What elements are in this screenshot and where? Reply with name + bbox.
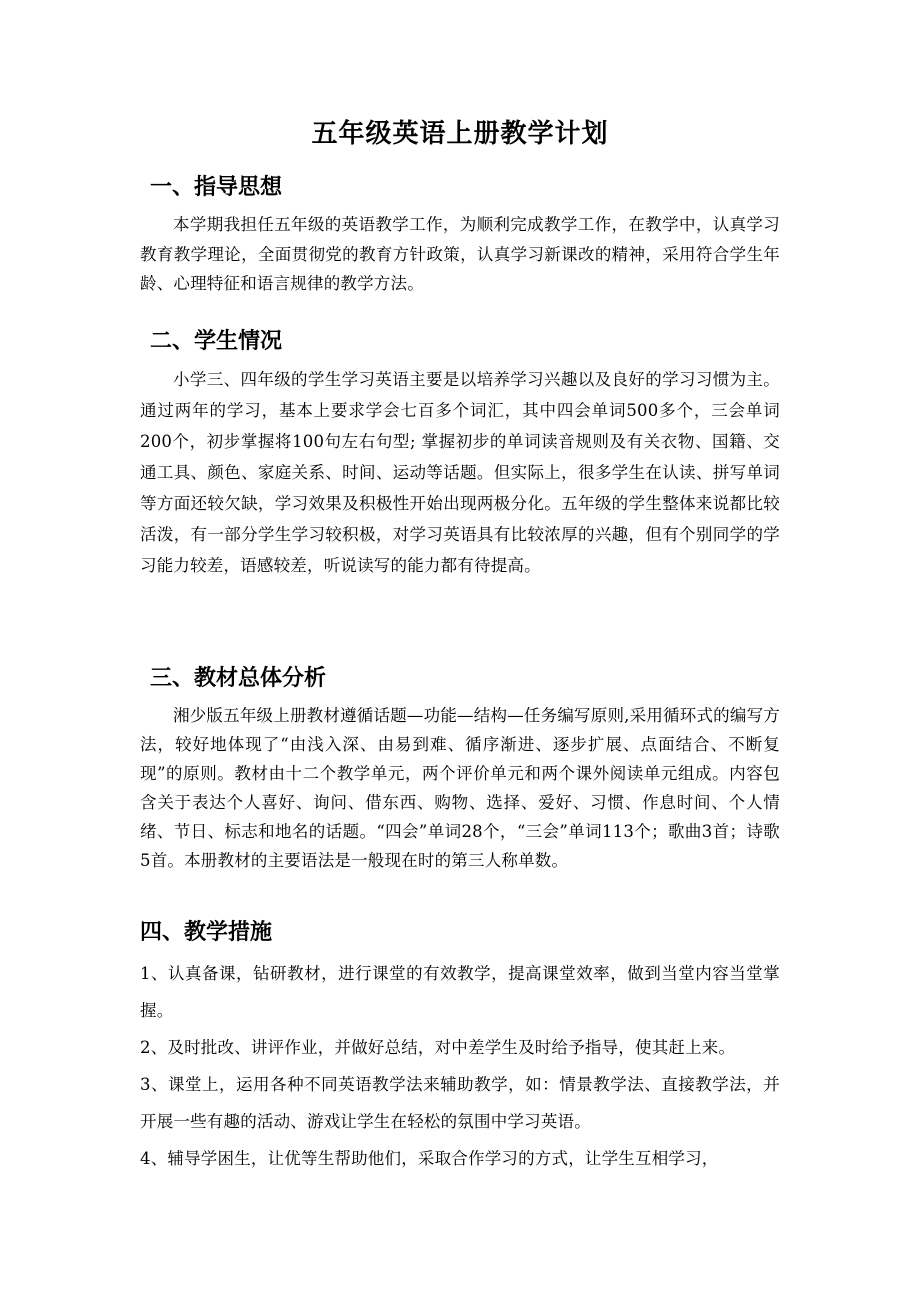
section-paragraph: 湘少版五年级上册教材遵循话题—功能—结构—任务编写原则,采用循环式的编写方法，较好地体现了“由浅入深、由易到难、循序渐进、逐步扩展、点面结合、不断复现”的原则。教材由十二个教学单元，两个评价单元和两个课外阅读单元组成。内容包含关于表达个人喜好、询问、借东西、购物、选择、爱好、习惯、作息时间、个人情绪、节日、标志和地名的话题。“四会”单词28个，“三会”单词113个；歌曲3首；诗歌5首。本册教材的主要语法是一般现在时的第三人称单数。 xyxy=(140,706,780,870)
section-paragraph: 小学三、四年级的学生学习英语主要是以培养学习兴趣以及良好的学习习惯为主。通过两年的学习，基本上要求学会七百多个词汇，其中四会单词500多个，三会单词200个，初步掌握将100句左右句型; 掌握初步的单词读音规则及有关衣物、国籍、交通工具、颜色、家庭关系、时间、运动等话题。但实际上，很多学生在认读、拼写单词等方面还较欠缺，学习效果及积极性开始出现两极分化。五年级的学生整体来说都比较活泼，有一部分学生学习较积极，对学习英语具有比较浓厚的兴趣，但有个别同学的学习能力较差，语感较差，听说读写的能力都有待提高。 xyxy=(140,370,780,575)
list-item: 1、认真备课，钻研教材，进行课堂的有效教学，提高课堂效率，做到当堂内容当堂掌握。 xyxy=(140,964,780,1020)
section-textbook-analysis xyxy=(140,661,780,875)
document-title: 五年级英语上册教学计划 xyxy=(311,119,609,149)
section-student-situation xyxy=(140,324,780,581)
section-heading: 四、教学措施 xyxy=(140,920,273,945)
section-heading: 一、指导思想 xyxy=(150,175,283,200)
list-item: 4、辅导学困生，让优等生帮助他们，采取合作学习的方式，让学生互相学习， xyxy=(140,1149,719,1168)
measures-list xyxy=(140,955,780,1177)
section-heading: 三、教材总体分析 xyxy=(150,666,327,691)
section-heading: 二、学生情况 xyxy=(150,329,283,354)
section-guiding-ideology xyxy=(140,170,780,299)
section-paragraph: 本学期我担任五年级的英语教学工作，为顺利完成教学工作，在教学中，认真学习教育教学理论，全面贯彻党的教育方针政策，认真学习新课改的精神，采用符合学生年龄、心理特征和语言规律的教学方法。 xyxy=(140,215,780,293)
list-item: 3、课堂上，运用各种不同英语教学法来辅助教学，如：情景教学法、直接教学法，并开展一些有趣的活动、游戏让学生在轻松的氛围中学习英语。 xyxy=(140,1075,780,1131)
list-item: 2、及时批改、讲评作业，并做好总结，对中差学生及时给予指导，使其赶上来。 xyxy=(140,1038,736,1057)
section-teaching-measures xyxy=(140,915,780,1177)
